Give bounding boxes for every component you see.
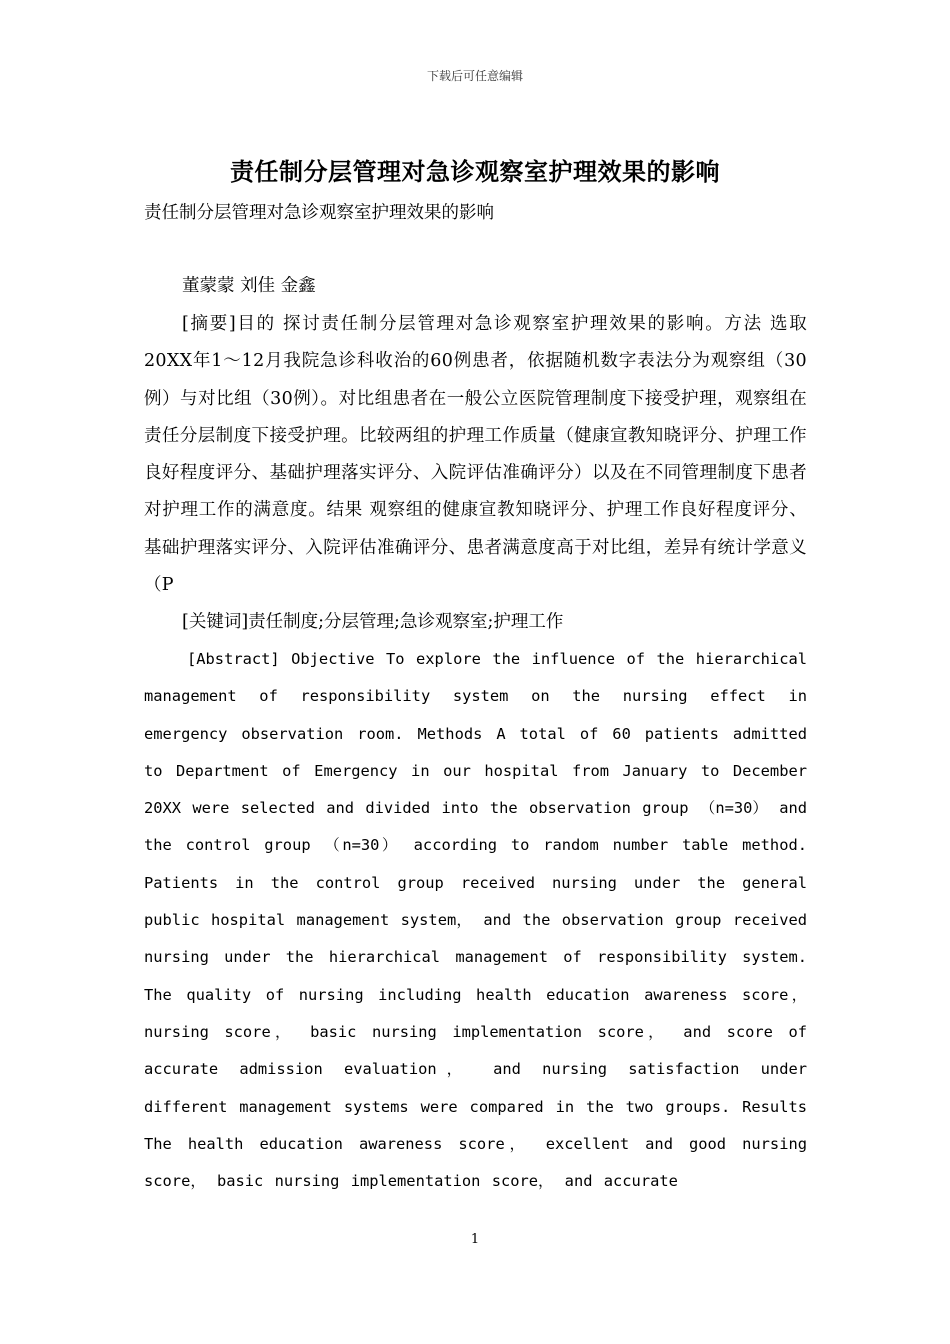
article-subtitle: 责任制分层管理对急诊观察室护理效果的影响 — [144, 203, 494, 223]
page-number: 1 — [470, 1232, 480, 1247]
article-title: 责任制分层管理对急诊观察室护理效果的影响 — [230, 157, 720, 186]
chinese-keywords: [关键词]责任制度;分层管理;急诊观察室;护理工作 — [182, 612, 564, 632]
authors-line: 董蒙蒙 刘佳 金鑫 — [182, 276, 316, 296]
chinese-abstract: [摘要]目的 探讨责任制分层管理对急诊观察室护理效果的影响。方法 选取20XX年1～12月我院急诊科收治的60例患者，依据随机数字表法分为观察组（30例）与对比组（30例）。对比组患者在一般公立医院管理制度下接受护理，观察组在责任分层制度下接受护理。比较两组的护理工作质量（健康宣教知晓评分、护理工作良好程度评分、基础护理落实评分、入院评估准确评分）以及在不同管理制度下患者对护理工作的满意度。结果 观察组的健康宣教知晓评分、护理工作良好程度评分、基础护理落实评分、入院评估准确评分、患者满意度高于对比组，差异有统计学意义（P — [144, 314, 807, 596]
header-note: 下载后可任意编辑 — [426, 69, 523, 83]
english-abstract: [Abstract] Objective To explore the influence of the hierarchical management of responsibility system on the nursing effect in emergency observation room. Methods A total of 60 patients admitted to Department of Emergency in our hospital from January to December 20XX were selected and divided into the observation group （n=30） and the control group （n=30） according to random number table method. Patients in the control group received nursing under the general public hospital management system， and the observation group received nursing under the hierarchical management of responsibility system. The quality of nursing including health education awareness score， nursing score， basic nursing implementation score， and score of accurate admission evaluation， and nursing satisfaction under different management systems were compared in the two groups. Results The health education awareness score， excellent and good nursing score， basic nursing implementation score， and accurate — [144, 650, 807, 1191]
